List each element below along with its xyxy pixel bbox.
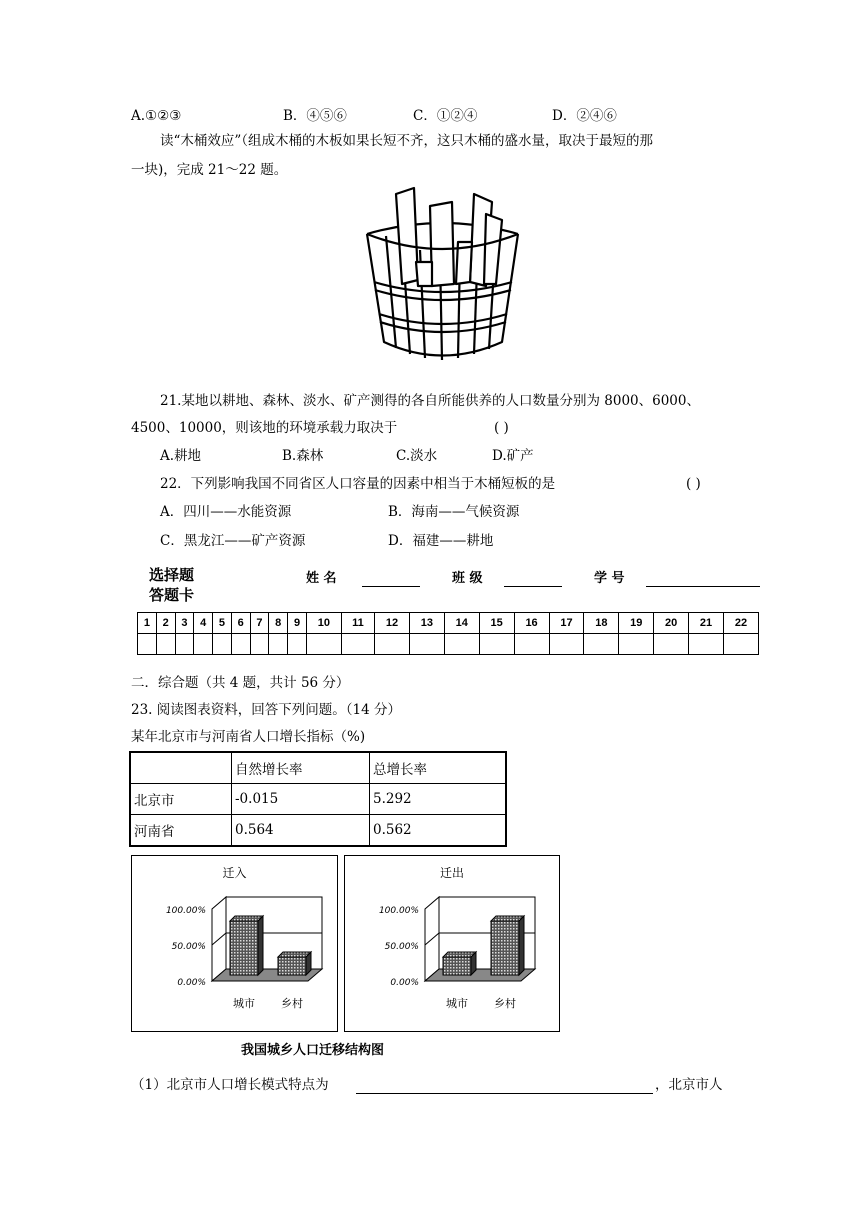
population-growth-table [129, 751, 507, 847]
answer-grid-number: 1 [138, 613, 157, 634]
table-cell: 北京市 [130, 784, 232, 815]
answer-grid [137, 612, 759, 655]
answer-grid-number: 5 [213, 613, 232, 634]
chart-y-tick-label: 50.00% [384, 942, 419, 952]
table-row [130, 784, 506, 815]
answer-grid-number: 18 [584, 613, 619, 634]
q21-option-c: C.淡水 [396, 448, 438, 464]
answer-cell[interactable] [175, 634, 194, 655]
q21-stem-line-2: 4500、10000，则该地的环境承载力取决于 [131, 420, 398, 436]
q23-sub1-text-cont: ，北京市人 [655, 1077, 723, 1093]
answer-grid-number: 13 [409, 613, 444, 634]
table-header-row [130, 752, 506, 784]
chart-x-tick-label: 城市 [233, 997, 255, 1010]
student-id-label: 学 号 [594, 571, 625, 586]
chart-out-migration [344, 855, 560, 1032]
q22-option-d: D．福建——耕地 [388, 533, 494, 549]
q23-sub1-blank[interactable] [356, 1077, 653, 1094]
q23-table-caption: 某年北京市与河南省人口增长指标（%) [131, 729, 366, 745]
answer-cell[interactable] [194, 634, 213, 655]
answer-cell[interactable] [584, 634, 619, 655]
table-header-cell: 自然增长率 [232, 752, 370, 784]
answer-grid-number: 20 [654, 613, 689, 634]
answer-grid-number: 19 [619, 613, 654, 634]
option-b: B．④⑤⑥ [283, 108, 347, 124]
q21-option-d: D.矿产 [492, 448, 534, 464]
table-header-cell: 总增长率 [370, 752, 507, 784]
answer-grid-number: 17 [549, 613, 584, 634]
answer-grid-number: 16 [514, 613, 549, 634]
table-header-cell [130, 752, 232, 784]
class-field[interactable] [504, 570, 562, 587]
q22-option-c: C．黑龙江——矿产资源 [160, 533, 306, 549]
intro-line-2: 一块)，完成 21～22 题。 [131, 162, 288, 178]
answer-cell[interactable] [479, 634, 514, 655]
chart-title: 迁出 [439, 866, 464, 880]
answer-cell[interactable] [619, 634, 654, 655]
chart-bar-side [519, 916, 524, 975]
answer-grid-number: 3 [175, 613, 194, 634]
chart-bar [491, 921, 519, 975]
answer-card-title-2: 答题卡 [149, 586, 195, 604]
answer-cell[interactable] [514, 634, 549, 655]
answer-grid-number: 6 [231, 613, 250, 634]
chart-in-migration [131, 855, 338, 1032]
intro-line-1: 读“木桶效应”（组成木桶的木板如果长短不齐，这只木桶的盛水量，取决于最短的那 [160, 133, 654, 149]
answer-cell[interactable] [375, 634, 410, 655]
answer-grid-number: 9 [288, 613, 307, 634]
table-row [130, 815, 506, 847]
answer-cell[interactable] [231, 634, 250, 655]
table-cell: 0.562 [370, 815, 507, 847]
chart-y-tick-label: 0.00% [177, 978, 206, 988]
chart-y-tick-label: 0.00% [390, 978, 419, 988]
option-d: D．②④⑥ [552, 108, 617, 124]
answer-grid-number: 22 [723, 613, 758, 634]
answer-cell[interactable] [288, 634, 307, 655]
option-c: C．①②④ [413, 108, 478, 124]
answer-cell[interactable] [269, 634, 288, 655]
answer-grid-number-row [138, 613, 759, 634]
chart-y-tick-label: 100.00% [165, 906, 206, 916]
q21-answer-paren: ( ) [494, 420, 509, 436]
chart-title: 迁入 [222, 866, 247, 880]
q23-sub1-text: （1）北京市人口增长模式特点为 [131, 1077, 329, 1093]
answer-grid-number: 15 [479, 613, 514, 634]
answer-cell[interactable] [138, 634, 157, 655]
chart-bar [230, 921, 258, 975]
answer-grid-number: 12 [375, 613, 410, 634]
answer-grid-number: 7 [250, 613, 269, 634]
q22-answer-paren: ( ) [686, 476, 701, 492]
answer-cell[interactable] [213, 634, 232, 655]
answer-cell[interactable] [549, 634, 584, 655]
q22-option-b: B．海南——气候资源 [388, 504, 520, 520]
answer-cell[interactable] [409, 634, 444, 655]
answer-cell[interactable] [723, 634, 758, 655]
q23-stem: 23. 阅读图表资料，回答下列问题。（14 分） [131, 702, 401, 718]
answer-cell[interactable] [250, 634, 269, 655]
answer-grid-number: 11 [341, 613, 374, 634]
answer-cell[interactable] [444, 634, 479, 655]
table-cell: 河南省 [130, 815, 232, 847]
answer-grid-number: 21 [689, 613, 724, 634]
q21-option-a: A.耕地 [160, 448, 202, 464]
q22-option-a: A．四川——水能资源 [160, 504, 292, 520]
chart-bar-side [258, 916, 263, 975]
chart-bar [443, 957, 471, 975]
name-field[interactable] [362, 570, 420, 587]
chart-y-tick-label: 100.00% [378, 906, 419, 916]
answer-grid-number: 14 [444, 613, 479, 634]
answer-grid-number: 10 [306, 613, 341, 634]
answer-grid-answer-row [138, 634, 759, 655]
chart-svg [345, 856, 559, 1031]
chart-x-tick-label: 乡村 [494, 997, 516, 1010]
answer-card-title-1: 选择题 [149, 566, 195, 584]
table-cell: 0.564 [232, 815, 370, 847]
answer-grid-number: 2 [156, 613, 175, 634]
answer-cell[interactable] [341, 634, 374, 655]
answer-cell[interactable] [689, 634, 724, 655]
student-id-field[interactable] [646, 570, 760, 587]
q21-stem-line-1: 21.某地以耕地、森林、淡水、矿产测得的各自所能供养的人口数量分别为 8000、6000、 [160, 393, 700, 409]
q21-option-b: B.森林 [282, 448, 324, 464]
figure-caption: 我国城乡人口迁移结构图 [241, 1043, 385, 1058]
chart-x-tick-label: 城市 [446, 997, 468, 1010]
answer-grid-number: 4 [194, 613, 213, 634]
chart-svg [132, 856, 337, 1031]
name-label: 姓 名 [306, 571, 337, 586]
wooden-bucket-illustration [362, 184, 522, 364]
section-2-heading: 二．综合题（共 4 题，共计 56 分） [131, 675, 350, 691]
answer-grid-number: 8 [269, 613, 288, 634]
class-label: 班 级 [452, 571, 483, 586]
option-a: A.①②③ [131, 108, 182, 124]
answer-cell[interactable] [306, 634, 341, 655]
q22-stem: 22．下列影响我国不同省区人口容量的因素中相当于木桶短板的是 [160, 476, 556, 492]
chart-bar [278, 957, 306, 975]
answer-cell[interactable] [654, 634, 689, 655]
chart-y-tick-label: 50.00% [171, 942, 206, 952]
answer-cell[interactable] [156, 634, 175, 655]
table-cell: -0.015 [232, 784, 370, 815]
table-cell: 5.292 [370, 784, 507, 815]
chart-x-tick-label: 乡村 [281, 997, 303, 1010]
